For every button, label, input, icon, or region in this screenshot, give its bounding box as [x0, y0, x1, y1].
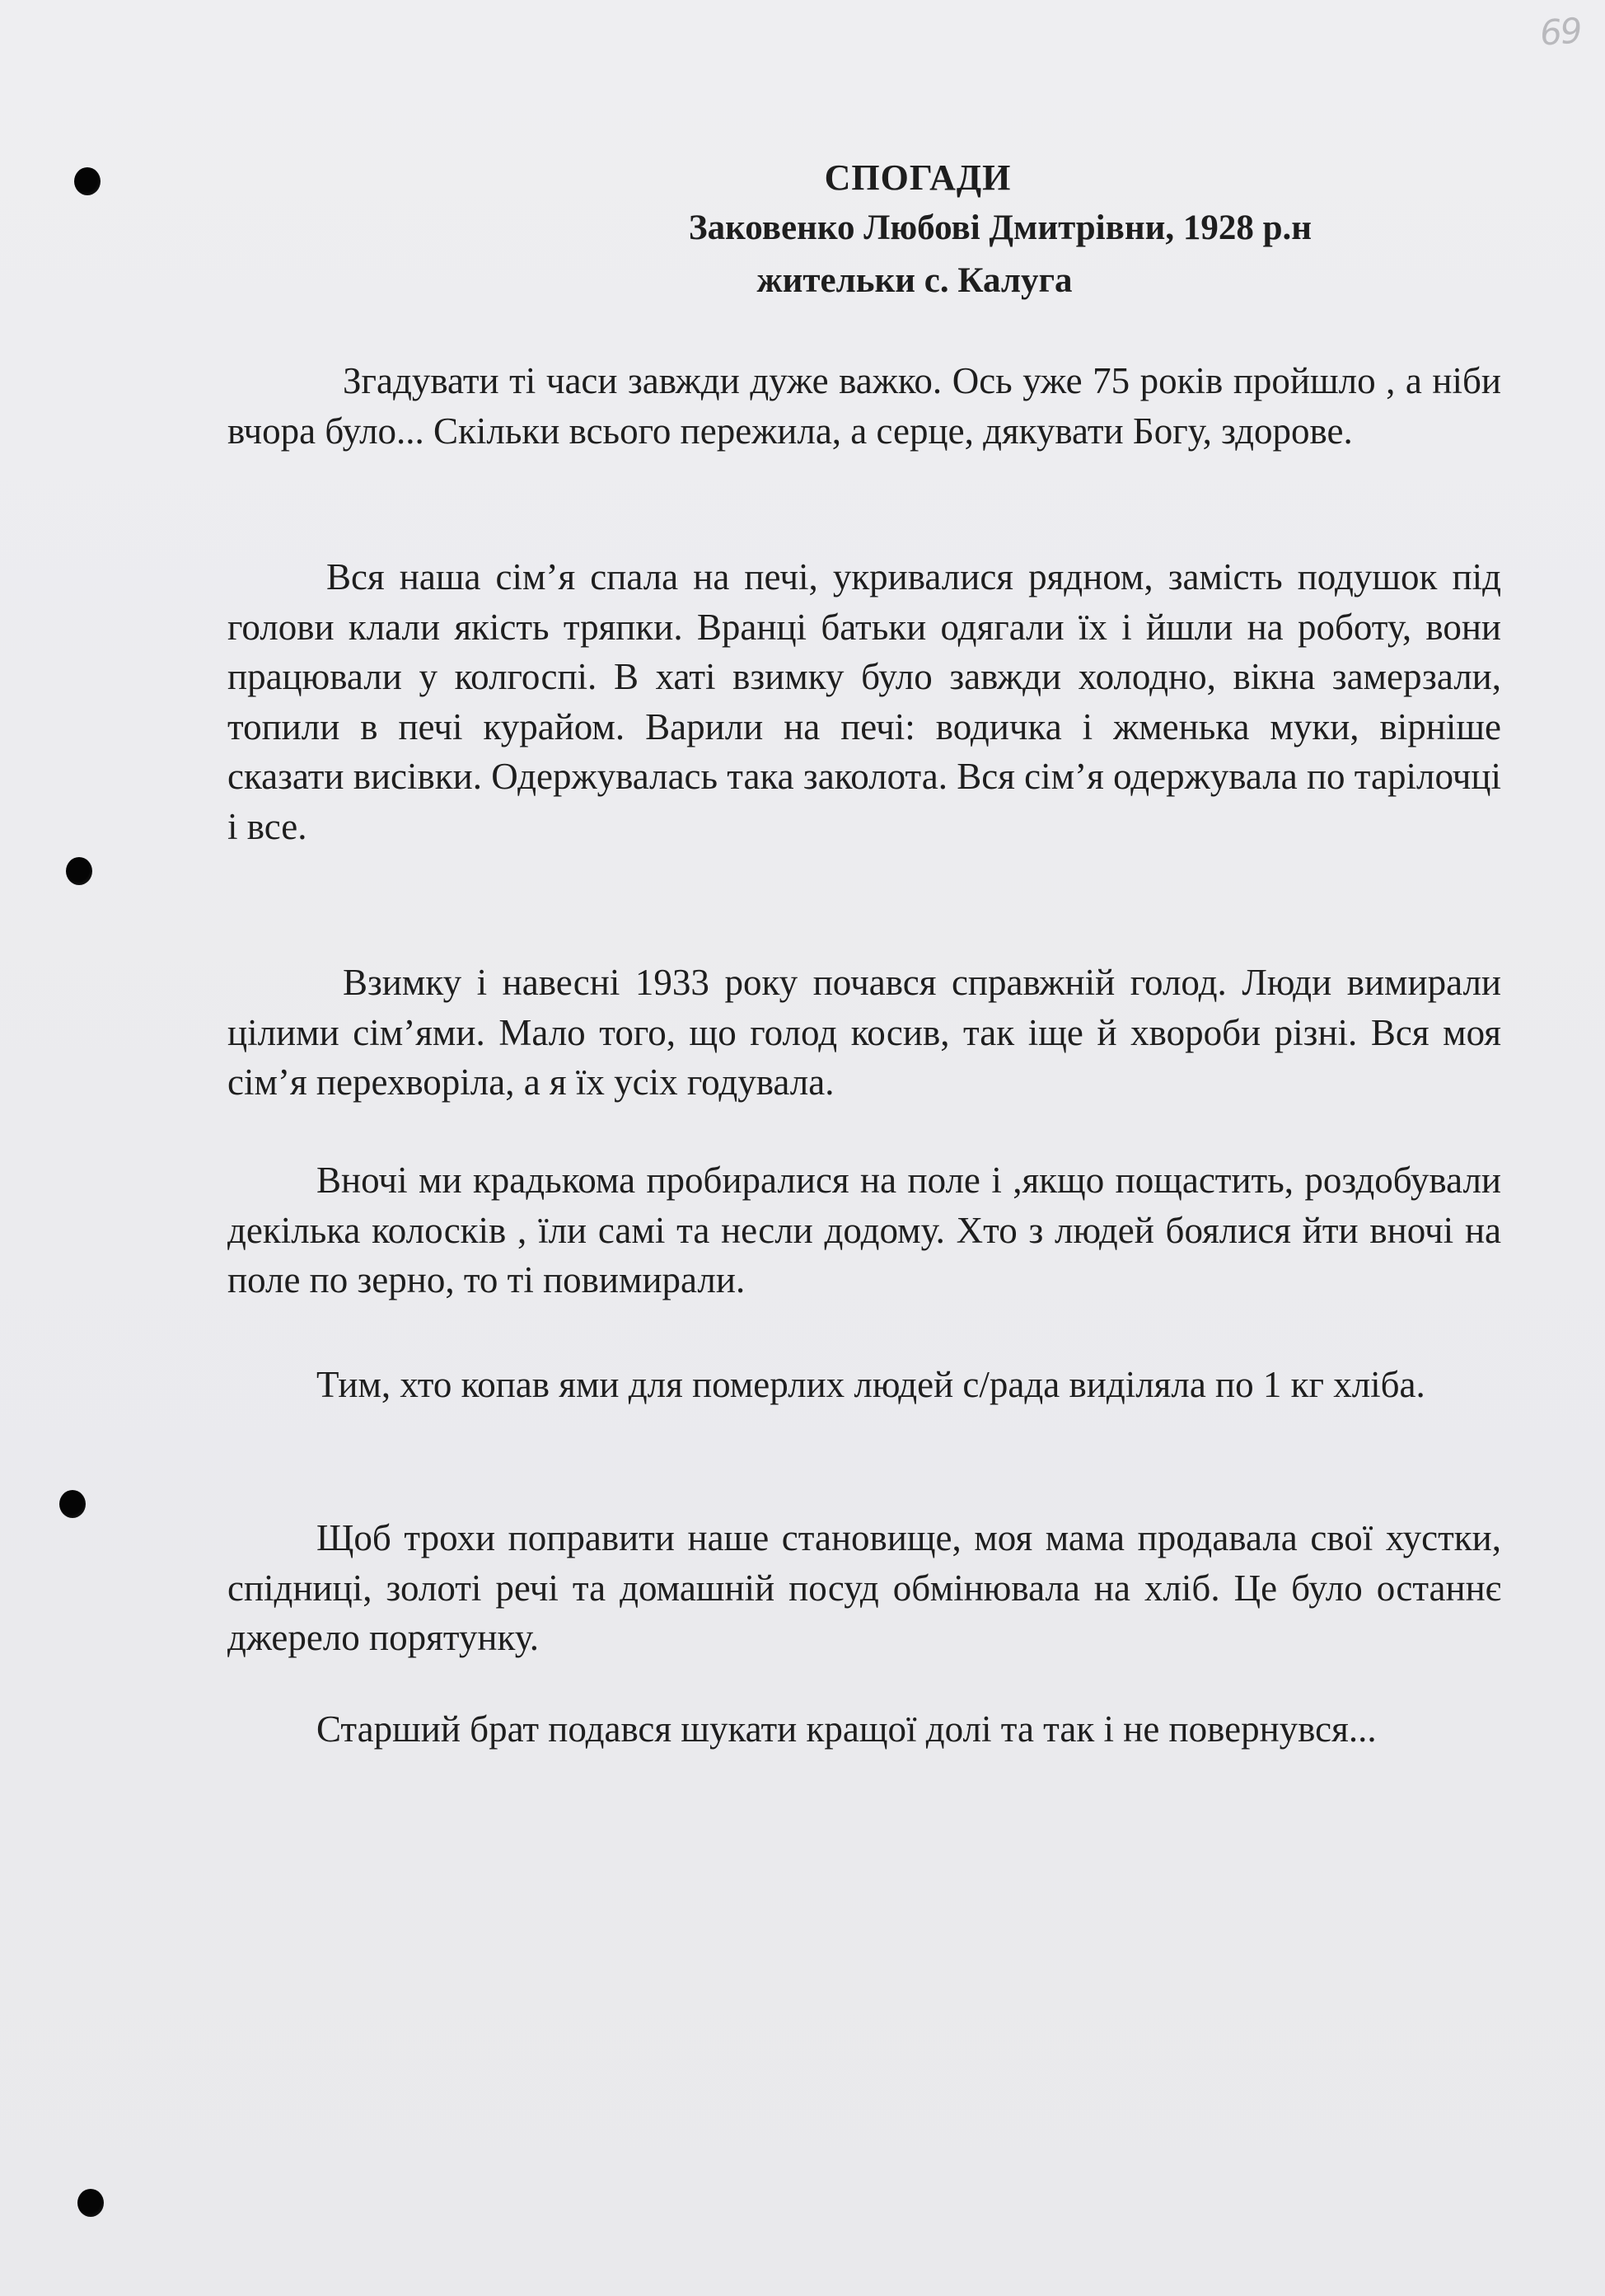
punch-hole-1	[74, 167, 101, 195]
paragraph-2: Вся наша сім’я спала на печі, укривалися рядном, замість подушок під голови клали якість тряпки. Вранці батьки одягали їх і йшли на роботу, вони працювали у колгоспі. В хаті взимку було завжди холодно, вікна замерзали, топили в печі курайом. Варили на печі: водичка і жменька муки, вірніше сказати висівки. Одержувалась така заколота. Вся сім’я одержувала по тарілочці і все.	[227, 556, 1501, 847]
paragraph-1: Згадувати ті часи завжди дуже важко. Ось уже 75 років пройшло , а ніби вчора було... Скільки всього пережила, а серце, дякувати Богу, здорове.	[227, 360, 1501, 452]
document-subtitle-author: Заковенко Любові Дмитрівни, 1928 р.н	[688, 209, 1313, 247]
punch-hole-3	[59, 1490, 86, 1518]
paragraph-4: Вночі ми крадькома пробиралися на поле і ,якщо пощастить, роздобували декілька колосків , їли самі та несли додому. Хто з людей боялися йти вночі на поле по зерно, то ті повимирали.	[227, 1160, 1501, 1300]
paragraph-3: Взимку і навесні 1933 року почався справжній голод. Люди вимирали цілими сім’ями. Мало того, що голод косив, так іще й хвороби різні. Вся моя сім’я перехворіла, а я їх усіх годувала.	[227, 962, 1501, 1103]
handwritten-page-number: 69	[1537, 10, 1582, 54]
paragraph-7: Старший брат подався шукати кращої долі та так і не повернувся...	[316, 1708, 1377, 1750]
punch-hole-4	[77, 2189, 104, 2217]
paragraph-6: Щоб трохи поправити наше становище, моя мама продавала свої хустки, спідниці, золоті речі та домашній посуд обмінювала на хліб. Це було останнє джерело порятунку.	[227, 1517, 1501, 1658]
document-subtitle-residence: жительки с. Калуга	[756, 261, 1073, 300]
paragraph-5: Тим, хто копав ями для померлих людей с/рада виділяла по 1 кг хліба.	[316, 1364, 1425, 1405]
punch-hole-2	[66, 857, 92, 885]
document-title: СПОГАДИ	[824, 157, 1012, 198]
